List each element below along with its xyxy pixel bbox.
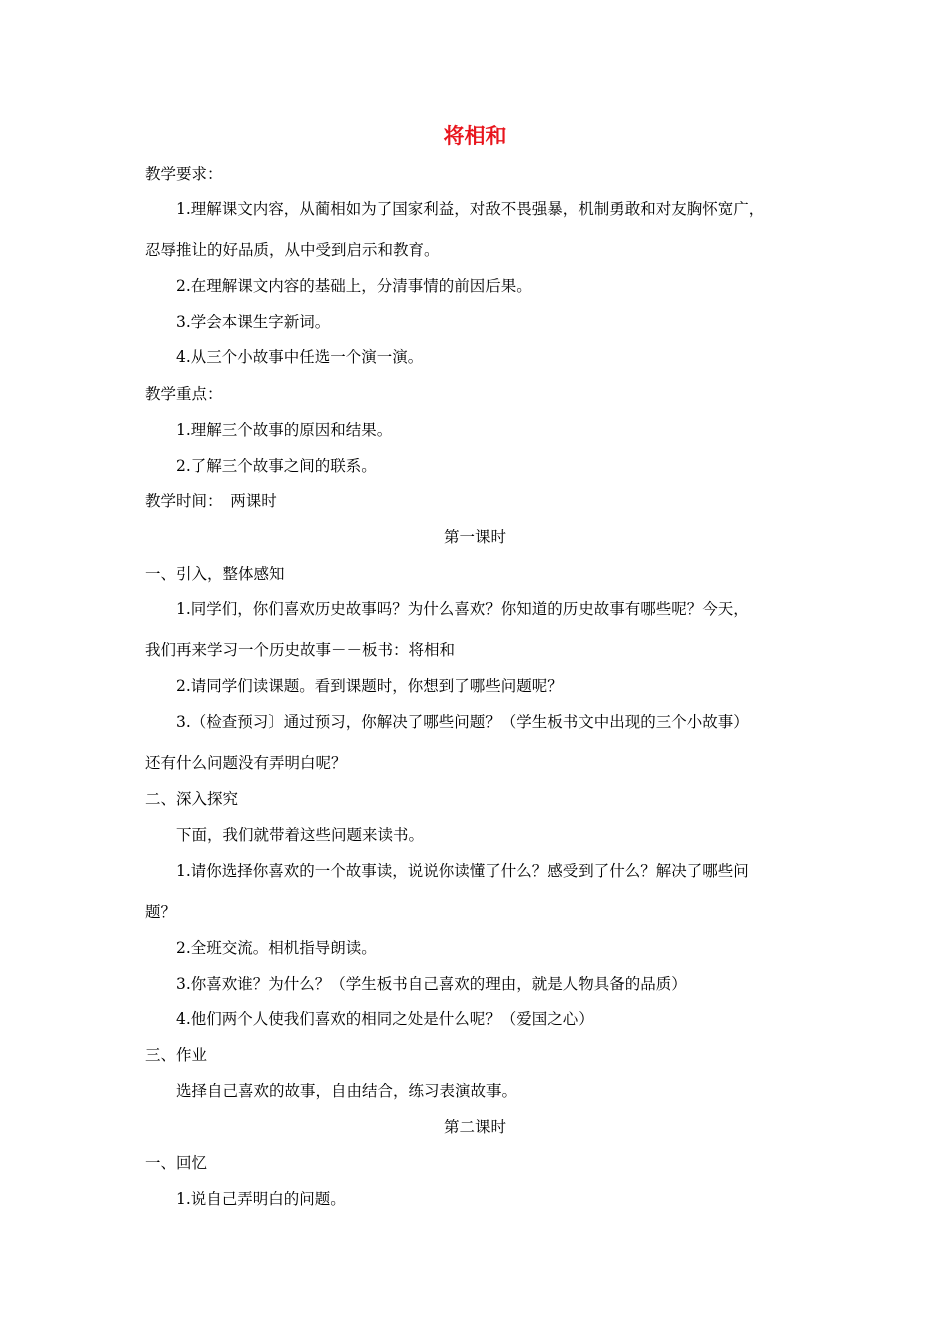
lesson-heading-second: 第二课时 — [443, 1118, 506, 1136]
paragraph: 3.你喜欢谁？为什么？（学生板书自己喜欢的理由，就是人物具备的品质） — [176, 975, 687, 993]
paragraph: 2.了解三个故事之间的联系。 — [176, 457, 377, 475]
section-heading: 一、回忆 — [145, 1154, 208, 1172]
paragraph: 4.他们两个人使我们喜欢的相同之处是什么呢？（爱国之心） — [176, 1010, 594, 1028]
paragraph: 1.理解三个故事的原因和结果。 — [176, 421, 393, 439]
paragraph-continuation: 题？ — [145, 903, 177, 921]
paragraph: 3.学会本课生字新词。 — [176, 313, 331, 331]
section-heading: 三、作业 — [145, 1046, 208, 1064]
paragraph: 4.从三个小故事中任选一个演一演。 — [176, 348, 424, 366]
paragraph: 选择自己喜欢的故事，自由结合，练习表演故事。 — [176, 1082, 518, 1100]
section-heading-requirements: 教学要求： — [145, 165, 223, 183]
paragraph: 1.说自己弄明白的问题。 — [176, 1190, 346, 1208]
paragraph: 1.同学们，你们喜欢历史故事吗？为什么喜欢？你知道的历史故事有哪些呢？今天， — [176, 600, 749, 618]
paragraph: 1.理解课文内容，从蔺相如为了国家利益，对敌不畏强暴，机制勇敢和对友胸怀宽广， — [176, 200, 765, 218]
paragraph: 2.请同学们读课题。看到课题时，你想到了哪些问题呢？ — [176, 677, 563, 695]
paragraph-continuation: 还有什么问题没有弄明白呢？ — [145, 754, 347, 772]
section-heading-time: 教学时间： 两课时 — [145, 492, 277, 510]
paragraph: 2.在理解课文内容的基础上，分清事情的前因后果。 — [176, 277, 532, 295]
paragraph: 2.全班交流。相机指导朗读。 — [176, 939, 377, 957]
paragraph: 1.请你选择你喜欢的一个故事读，说说你读懂了什么？感受到了什么？解决了哪些问 — [176, 862, 749, 880]
section-heading-key-points: 教学重点： — [145, 385, 223, 403]
document-title: 将相和 — [443, 124, 507, 148]
section-heading: 一、引入，整体感知 — [145, 565, 285, 583]
paragraph-continuation: 忍辱推让的好品质，从中受到启示和教育。 — [145, 241, 440, 259]
lesson-heading-first: 第一课时 — [443, 528, 506, 546]
paragraph: 下面，我们就带着这些问题来读书。 — [176, 826, 425, 844]
paragraph: 3.（检查预习〕通过预习，你解决了哪些问题？（学生板书文中出现的三个小故事） — [176, 713, 749, 731]
paragraph-continuation: 我们再来学习一个历史故事－－板书：将相和 — [145, 641, 456, 659]
section-heading: 二、深入探究 — [145, 790, 239, 808]
